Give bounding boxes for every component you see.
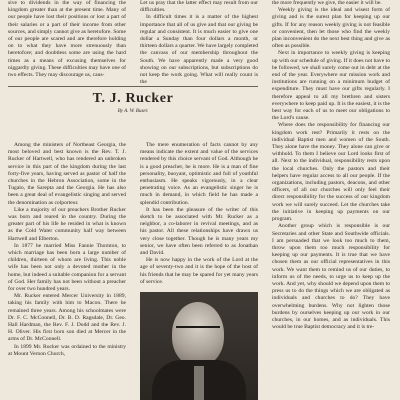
article-title: T. J. Rucker (92, 91, 174, 106)
paragraph: Next in importance to weekly giving is keeping up with our schedule of giving. If it does not have to be followed, we shall surely come out in debt at the end of the year. Everywhere our mission work and institutions are running on a minimum budget of expenditure. They must have our gifts regularly. I therefore appeal to all my brethren and sisters everywhere to keep paid up. It is the easiest, it is the best way for each of us to meet our obligations to the Lord's cause. (272, 50, 390, 122)
paragraph: Like a majority of our preachers Brother Rucker was born and reared in the country. During the greater part of his life he resided in what is known as the Cold Water community half way between Hartwell and Elberton. (8, 206, 126, 242)
article-column-2 (140, 142, 258, 286)
paragraph: He is now happy in the work of the Lord at the age of seventy-two and it is the hope of the host of his friends that he may be spared for yet many years of service. (140, 257, 258, 285)
portrait-photo (140, 292, 258, 400)
paragraph: In 1899 Mr. Rucker was ordained to the ministry at Mount Vernon Church, (8, 343, 126, 357)
continued-article-column-1 (8, 0, 126, 79)
paragraph: Weekly giving is the ideal and wisest form of giving and is the surest plan for keeping up our gifts. If for any reason weekly giving is not feasible or convenient, then let those who find the weekly plan inconvenient do the next best thing and give as often as possible. (272, 7, 390, 50)
portrait-glasses (176, 326, 220, 338)
paragraph: Another group which is responsible is our Secretaries and other State and Southwide officials. I am persuaded that we look too much to them, throw upon them too much responsibility for keeping up our payments. It is true that we have chosen them as our official representatives in this work. We want them to remind us of our duties, to inform us of the needs, to urge us to keep up the work. And yet, why should we depend upon them to press us to do the things which we are obligated as individuals and churches to do? They have overwhelming burdens. Why not lighten those burdens by ourselves keeping up our work in our churches, in our homes, and as individuals. This would be true Baptist democracy and it is tre- (272, 223, 390, 331)
paragraph: Let us pray that the latter effect may result from our difficulties. (140, 0, 258, 14)
paragraph: In difficult times it is a matter of the highest importance that all of us give and that our giving be regular and consistent. It is much easier to give one dollar a Sunday than four dollars a month, or thirteen dollars a quarter. We have largely completed the canvass of our membership throughout the South. We have apparently made a very good showing on our subscriptions, but subscriptions do not keep the work going. What will really count is the (140, 14, 259, 86)
paragraph: The mere enumeration of facts cannot by any means indicate the extent and value of the services rendered by this choice servant of God. Although he is a good preacher, he is more. He is a man of fine personality, buoyant, optimistic and full of youthful enthusiasm. He speaks vigorously, in a clear penetrating voice. As an evangelistic singer he is much in demand, in which field he has made a splendid contribution. (140, 142, 258, 206)
article-header (8, 86, 258, 118)
continued-article-column-3 (272, 0, 390, 331)
paragraph: the more frequently we give, the easier it will be. (272, 0, 382, 6)
continued-article-column-2 (140, 0, 258, 86)
paragraph: Mr. Rucker entered Mercer University in 1889, taking his family with him to Macon. There he remained three years. Among his schoolmates were Dr. F. C. McConnell, Dr. B. D. Ragsdale, Dr. Geo. Hall Hardman, the Rev. F. J. Dodd and the Rev. J. H. Oliver. His first born son died at Mercer in the arms of Dr. McConnell. (8, 293, 126, 343)
paragraph: sive to dividends in the way of financing the kingdom greater than at the present time. Many of our people have lost their positions or lost a part of their salaries or a part of their income from other sources, and simply cannot give as heretofore. Some of our people are scared and are therefore holding on to what they have more strenuously than heretofore; and doubtless some are using the hard times as a means of excusing themselves for niggardly giving. These difficulties may have one of two effects. They may discourage us, caus- (8, 0, 126, 79)
paragraph: In 1877 he married Miss Fannie Thornton, to which marriage has been born a large number of children, thirteen of whom are living. This noble wife has been not only a devoted mother in the home, but indeed a suitable companion for a servant of God. Her family has not been without a preacher for over two hundred years. (8, 242, 126, 293)
paragraph: It has been the pleasure of the writer of this sketch to be associated with Mr. Rucker as a neighbor, a co-laborer in revival meetings, and as his pastor. All these relationships have drawn us very close together. Though he is many years my senior, we have often been referred to as Jonathan and David. (140, 206, 258, 257)
article-column-1 (8, 142, 126, 358)
portrait-tie (194, 366, 204, 400)
paragraph: Among the ministers of Northeast Georgia, the most beloved and best known is the Rev. T. J. Rucker of Hartwell, who has rendered an unbroken service in this part of the kingdom during the last forty-five years, having served as pastor of half the churches in the Hebron Association, some in the Tugalo, the Sarepta and the Georgia. He has also been a great deal of evangelistic singing and served the denomination as colporteur. (8, 142, 126, 206)
article-byline: By A. W. Buser. (117, 109, 149, 114)
divider (8, 86, 258, 87)
paragraph: Where does the responsibility for financing our kingdom work rest? Primarily it rests on the individual Baptist men and women of the South. They alone have the money. They alone can give or withhold. To them I believe our Lord looks first of all. Next to the individual, responsibility rests upon the local churches. Only the pastors and their helpers have regular access to all our people. If the organizations, including pastors, deacons, and other officers, of all our churches will only feel their direct responsibility for the success of our kingdom work we will surely succeed. Let the churches take the initiative in keeping up payments on our program. (272, 122, 390, 223)
